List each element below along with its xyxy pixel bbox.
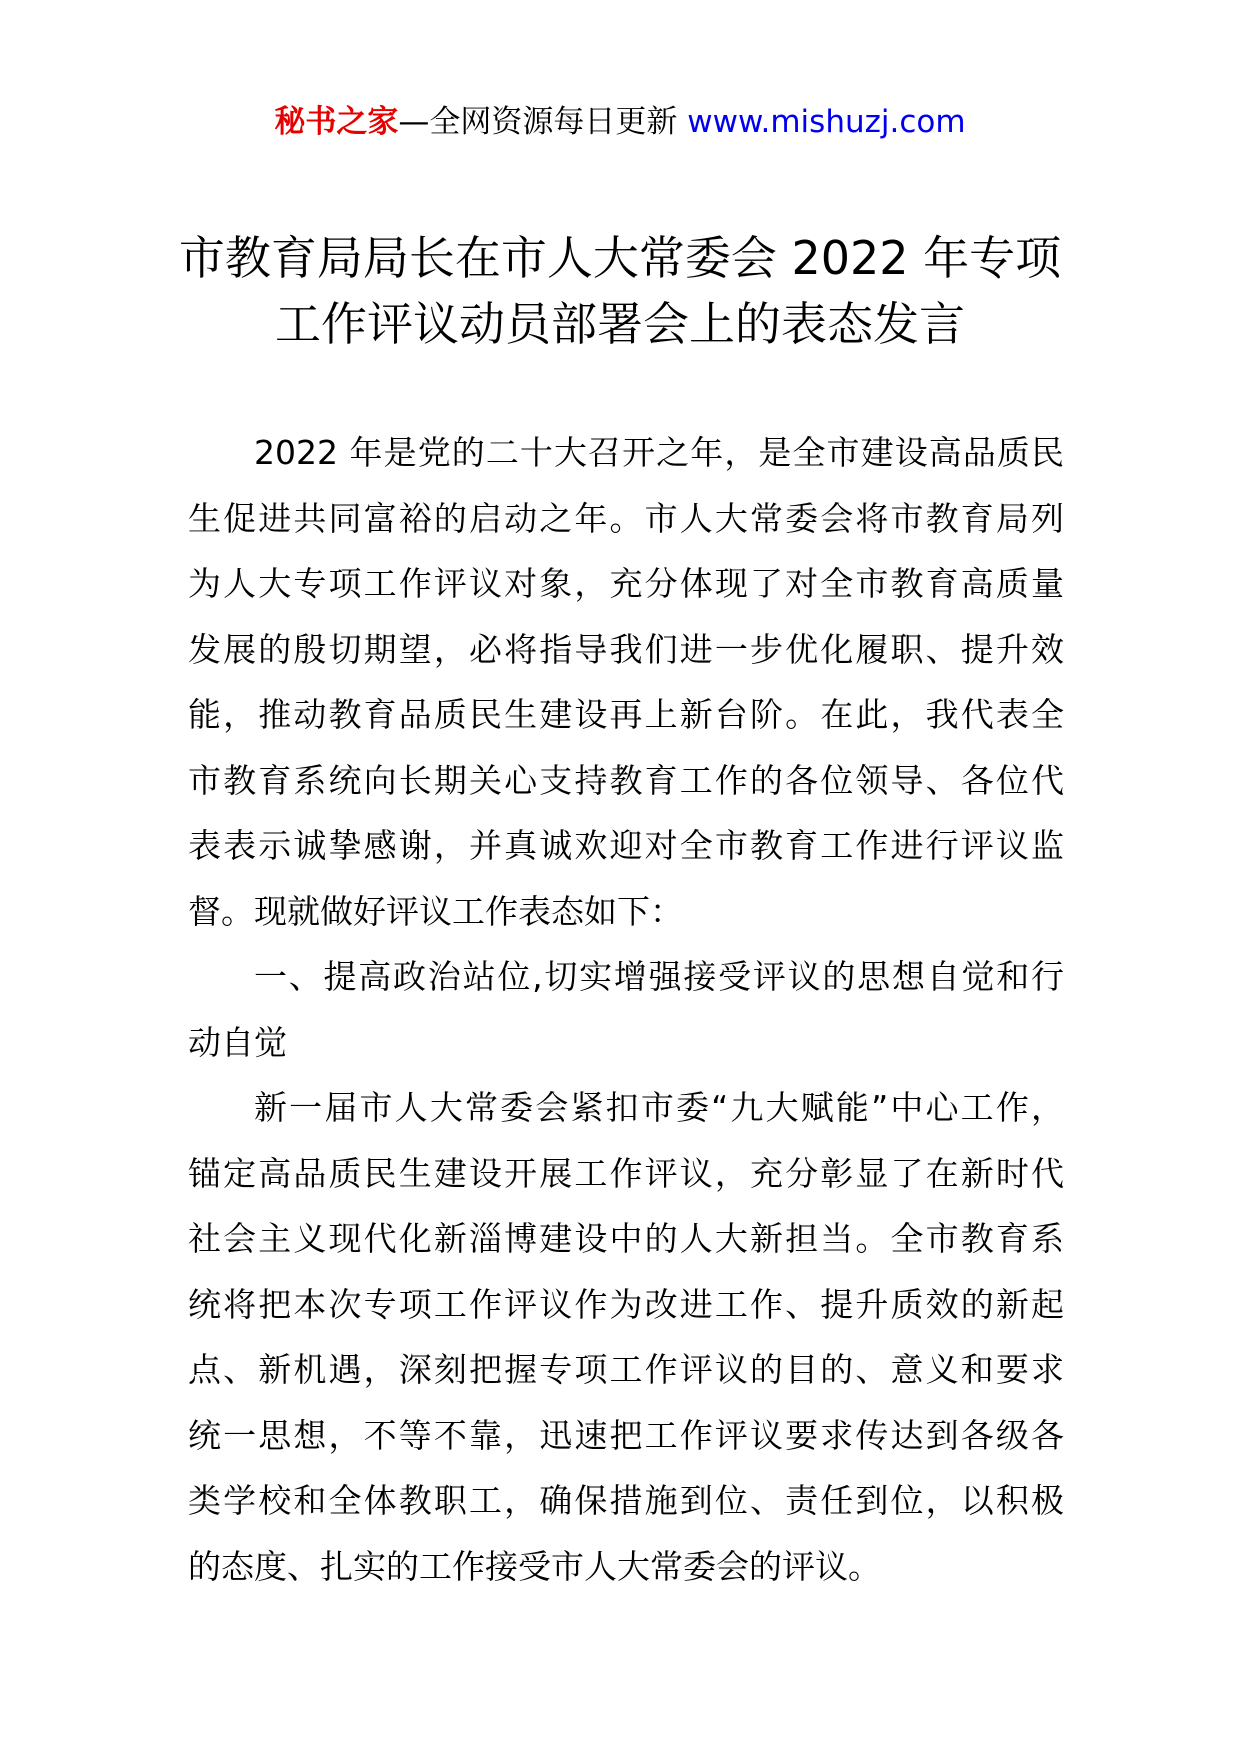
site-tagline: —全网资源每日更新: [398, 104, 678, 140]
text-line: 社会主义现代化新淄博建设中的人大新担当。全市教育系: [188, 1219, 1064, 1258]
heading-line: 动自觉: [188, 1022, 287, 1062]
text-line: 新一届市人大常委会紧扣市委“九大赋能”中心工作，: [254, 1088, 1064, 1127]
text-line: 发展的殷切期望，必将指导我们进一步优化履职、提升效: [188, 629, 1064, 669]
text-line: 市教育系统向长期关心支持教育工作的各位领导、各位代: [188, 760, 1064, 800]
text-line: 生促进共同富裕的启动之年。市人大常委会将市教育局列: [188, 498, 1064, 538]
text-line: 能，推动教育品质民生建设再上新台阶。在此，我代表全: [188, 695, 1064, 734]
site-url-link[interactable]: www.mishuzj.com: [687, 104, 966, 140]
text-line: 表表示诚挚感谢，并真诚欢迎对全市教育工作进行评议监: [188, 826, 1064, 865]
text-line: 点、新机遇，深刻把握专项工作评议的目的、意义和要求: [188, 1350, 1064, 1389]
document-title: [150, 225, 1090, 357]
text-line: 2022 年是党的二十大召开之年，是全市建设高品质民: [254, 433, 1064, 472]
text-line: 锚定高品质民生建设开展工作评议，充分彰显了在新时代: [188, 1153, 1064, 1193]
section-heading-1: [188, 944, 1064, 1075]
text-line: 督。现就做好评议工作表态如下：: [188, 891, 683, 931]
title-line: 市教育局局长在市人大常委会 2022 年专项: [178, 231, 1062, 285]
text-line: 为人大专项工作评议对象，充分体现了对全市教育高质量: [188, 564, 1064, 603]
text-line: 的态度、扎实的工作接受市人大常委会的评议。: [188, 1546, 881, 1586]
document-body: [188, 420, 1064, 1599]
title-line: 工作评议动员部署会上的表态发言: [275, 297, 965, 351]
paragraph-intro: [188, 420, 1064, 944]
text-line: 类学校和全体教职工，确保措施到位、责任到位，以积极: [188, 1481, 1064, 1520]
text-line: 统一思想，不等不靠，迅速把工作评议要求传达到各级各: [188, 1415, 1064, 1455]
site-header: [0, 100, 1240, 144]
brand-name: 秘书之家: [274, 104, 399, 140]
paragraph-section-1: [188, 1075, 1064, 1599]
text-line: 统将把本次专项工作评议作为改进工作、提升质效的新起: [188, 1284, 1064, 1324]
heading-line: 一、提高政治站位,切实增强接受评议的思想自觉和行: [254, 957, 1064, 996]
